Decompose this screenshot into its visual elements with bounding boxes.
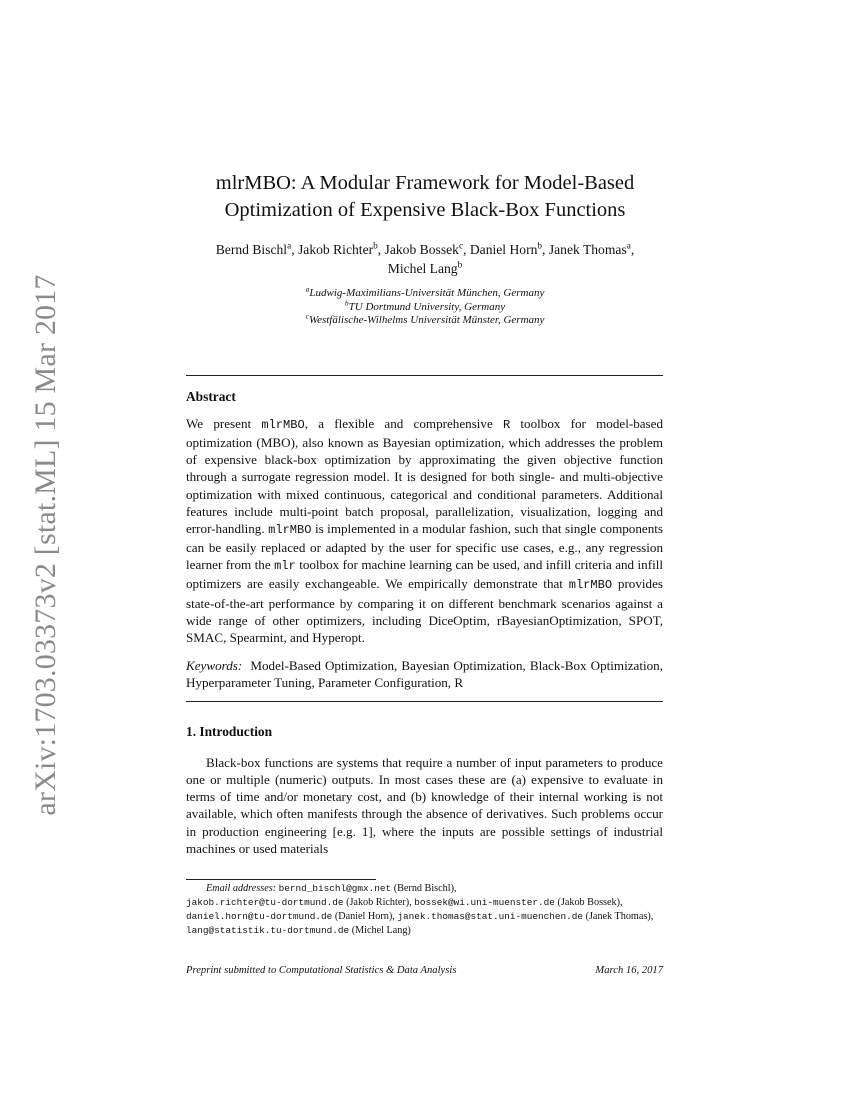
affiliation-mark: c	[458, 240, 464, 251]
email-address[interactable]: bossek@wi.uni-muenster.de	[414, 897, 555, 908]
affiliation-mark: b	[457, 259, 463, 270]
code-mlrmbo: mlrMBO	[268, 522, 312, 537]
author-name: Janek Thomas	[548, 242, 627, 257]
introduction-paragraph: Black-box functions are systems that require a number of input parameters to produce one or multiple (numeric) outputs. In most cases these are (a) expensive to evaluate in terms of time and/or monetary cost, and (b) knowledge of their internal working is not available, which often manifests through the absence of derivatives. Such problems occur in production engineering [e.g. 1], where the inputs are possible settings of industrial machines or used materials	[186, 755, 663, 856]
keywords-text: Model-Based Optimization, Bayesian Optimization, Black-Box Optimization, Hyperparameter Tuning, Parameter Configuration, R	[186, 658, 663, 691]
author-name: Daniel Horn	[469, 242, 538, 257]
code-mlrmbo: mlrMBO	[261, 418, 305, 432]
keywords-label: Keywords:	[186, 658, 243, 673]
abstract-body: We present mlrMBO, a flexible and comprehensive R toolbox for model-based optimization (MBO), also known as Bayesian optimization, which addresses the problem of expensive black-box optimization by approximating the given objective function through a surrogate regression model. It is designed for both single- and multi-objective optimization with mixed continuous, categorical and conditional parameters. Additional features include multi-point batch proposal, parallelization, visualization, logging and error-handling. mlrMBO is implemented in a modular fashion, such that single components can be easily replaced or adapted by the user for specific use cases, e.g., any regression learner from the mlr toolbox for machine learning can be used, and infill criteria and infill optimizers are easily exchangeable. We empirically demonstrate that mlrMBO provides state-of-the-art performance by comparing it on different benchmark scenarios against a wide range of other optimizers, including DiceOptim, rBayesianOptimization, SPOT, SMAC, Spearmint, and Hyperopt.	[186, 416, 664, 645]
preprint-note: Preprint submitted to Computational Statistics & Data Analysis	[186, 965, 457, 976]
affiliation-mark: a	[287, 240, 292, 251]
author-list: Bernd Bischl$^a$, Jakob Richter$^b$, Jakob Bossek$^c$, Daniel Horn$^b$, Janek Thomas$^a$, Michel Lang$^b$	[215, 240, 635, 276]
affiliation-mark: a	[626, 240, 631, 251]
author-name: Bernd Bischl	[215, 242, 288, 257]
abstract-heading: Abstract	[186, 389, 236, 404]
section-heading-introduction: 1. Introduction	[186, 724, 273, 739]
title-line-1: mlrMBO: A Modular Framework for Model-Based	[215, 172, 635, 194]
author-name: Jakob Bossek	[384, 242, 459, 257]
author-name: Jakob Richter	[298, 242, 374, 257]
abstract-bottom-rule	[186, 701, 663, 702]
email-address[interactable]: bernd_bischl@gmx.net	[278, 883, 392, 894]
affiliation-list	[0, 284, 850, 328]
author-name: Michel Lang	[387, 261, 458, 276]
affiliation-item: $^c$Westfälische-Wilhelms Universität Münster, Germany	[305, 311, 545, 326]
code-mlr: mlr	[274, 559, 296, 574]
paper-title	[0, 170, 850, 224]
affiliation-item: $^b$TU Dortmund University, Germany	[344, 297, 506, 313]
affiliation-item: $^a$Ludwig-Maximilians-Universität München, Germany	[305, 284, 545, 299]
affiliation-mark: b	[537, 240, 543, 251]
footnote-rule	[186, 879, 376, 880]
email-address[interactable]: jakob.richter@tu-dortmund.de	[186, 897, 344, 908]
keywords	[186, 657, 663, 691]
arxiv-sidebar-stamp: arXiv:1703.03373v2 [stat.ML] 15 Mar 2017	[29, 274, 62, 816]
affiliation-mark: b	[373, 240, 378, 251]
email-address[interactable]: daniel.horn@tu-dortmund.de	[186, 911, 333, 922]
email-address[interactable]: janek.thomas@stat.uni-muenchen.de	[397, 911, 584, 922]
preprint-date: March 16, 2017	[595, 965, 663, 976]
code-r: R	[502, 418, 511, 432]
footnote-emails: Email addresses: bernd_bischl@gmx.net (Bernd Bischl), jakob.richter@tu-dortmund.de (Jakob Richter), bossek@wi.uni-muenster.de (Jakob Bossek), daniel.horn@tu-dortmund.de (Daniel Horn), janek.thomas@stat.uni-muenchen.de (Janek Thomas), lang@statistik.tu-dortmund.de (Michel Lang)	[186, 883, 654, 936]
footnote-label: Email addresses:	[206, 883, 277, 894]
title-line-2: Optimization of Expensive Black-Box Functions	[224, 199, 626, 221]
code-mlrmbo: mlrMBO	[568, 578, 613, 593]
abstract-top-rule	[186, 375, 663, 376]
email-address[interactable]: lang@statistik.tu-dortmund.de	[186, 925, 350, 936]
